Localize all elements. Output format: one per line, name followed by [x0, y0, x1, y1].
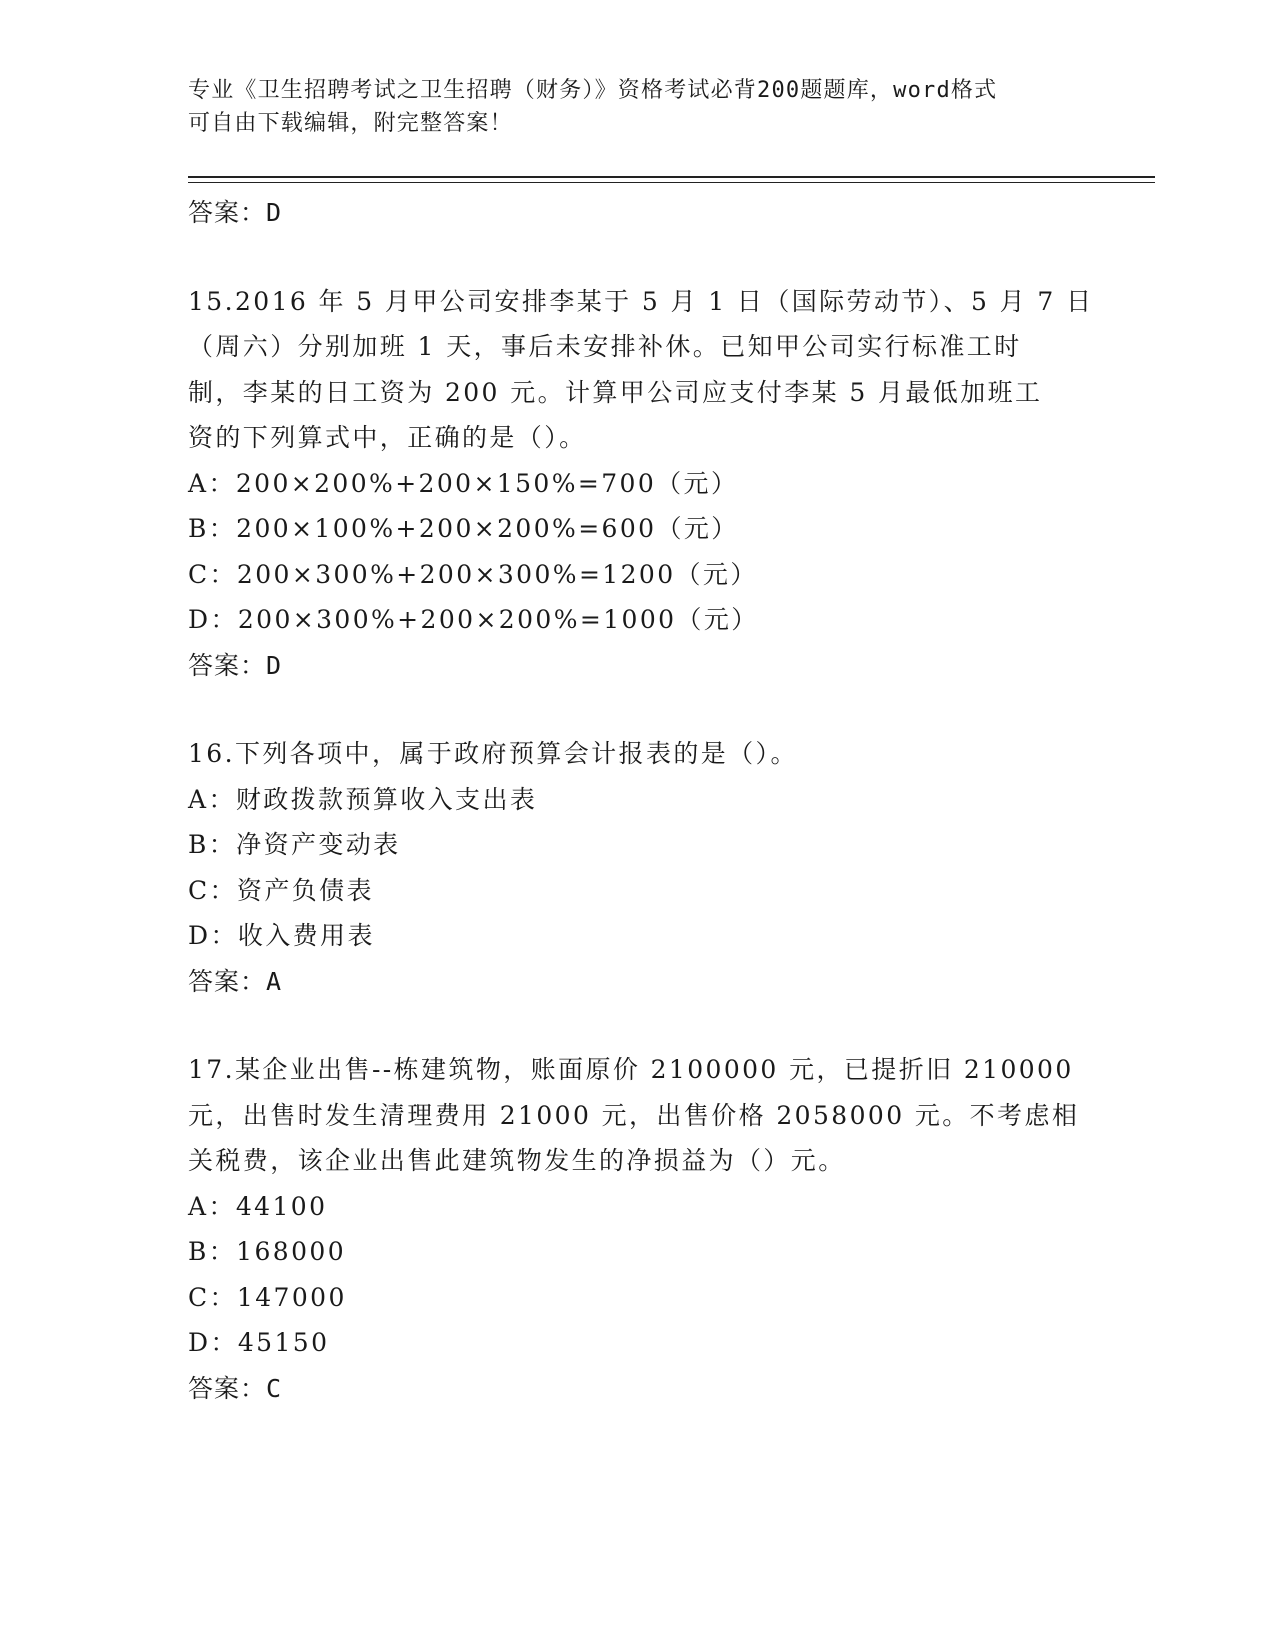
question-stem-line: 元，出售时发生清理费用 21000 元，出售价格 2058000 元。不考虑相: [188, 1100, 1080, 1130]
option-a: A：财政拨款预算收入支出表: [188, 784, 538, 814]
question-stem-line: （周六）分别加班 1 天，事后未安排补休。已知甲公司实行标准工时: [188, 332, 1022, 361]
option-a: A：200×200%+200×150%=700（元）: [188, 468, 739, 498]
answer-line: 答案：A: [188, 966, 283, 996]
header-title-line-2: 可自由下载编辑，附完整答案！: [188, 111, 513, 136]
page-header: [188, 74, 1068, 140]
spacer: [188, 236, 1068, 279]
question-stem-line: 资的下列算式中，正确的是（）。: [188, 423, 587, 452]
previous-question-answer: 答案：D: [188, 198, 283, 227]
question-stem-line: 15.2016 年 5 月甲公司安排李某于 5 月 1 日（国际劳动节）、5 月 7 日: [188, 286, 1094, 316]
spacer: [188, 688, 1068, 731]
answer-line: 答案：C: [188, 1373, 283, 1403]
question-16: [188, 731, 1068, 1004]
option-a: A：44100: [188, 1191, 328, 1221]
question-17: [188, 1047, 1080, 1411]
header-divider-thin: [188, 182, 1155, 183]
spacer: [188, 1004, 1068, 1047]
question-stem-line: 关税费，该企业出售此建筑物发生的净损益为（）元。: [188, 1146, 846, 1175]
question-stem-line: 16.下列各项中，属于政府预算会计报表的是（）。: [188, 739, 798, 768]
option-c: C：资产负债表: [188, 875, 374, 905]
question-15: [188, 279, 1094, 689]
question-stem-line: 17.某企业出售--栋建筑物，账面原价 2100000 元，已提折旧 210000: [188, 1055, 1074, 1084]
option-b: B：净资产变动表: [188, 830, 401, 859]
option-d: D：45150: [188, 1328, 330, 1357]
option-c: C：200×300%+200×300%=1200（元）: [188, 559, 758, 589]
option-d: D：200×300%+200×200%=1000（元）: [188, 605, 759, 634]
answer-line: 答案：D: [188, 650, 283, 680]
option-b: B：168000: [188, 1237, 347, 1266]
option-d: D：收入费用表: [188, 921, 375, 950]
option-c: C：147000: [188, 1282, 347, 1312]
question-stem-line: 制，李某的日工资为 200 元。计算甲公司应支付李某 5 月最低加班工: [188, 377, 1043, 407]
document-body: [188, 190, 1094, 1411]
option-b: B：200×100%+200×200%=600（元）: [188, 514, 739, 543]
header-title-line-1: 专业《卫生招聘考试之卫生招聘（财务）》资格考试必背200题题库，word格式: [188, 78, 998, 103]
header-divider-thick: [188, 176, 1155, 178]
